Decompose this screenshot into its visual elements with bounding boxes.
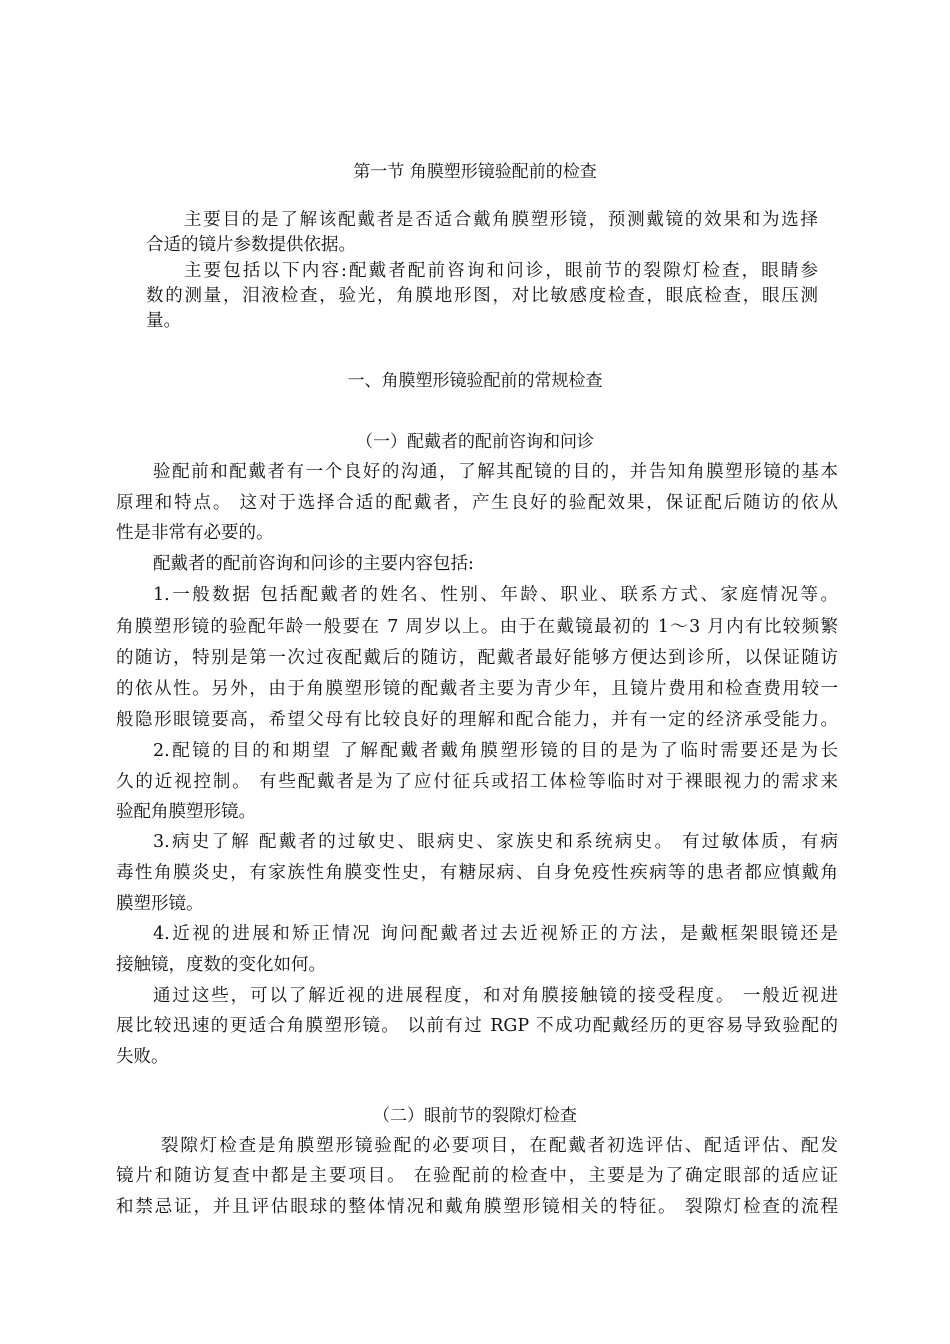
sub1-para-c-line-2: 展比较迅速的更适合角膜塑形镜。 以前有过 RGP 不成功配戴经历的更容易导致验配的 — [116, 1016, 838, 1036]
intro-p1-line-2: 合适的镜片参数提供依据。 — [146, 235, 356, 255]
sub1-para-c-line-3: 失败。 — [116, 1047, 169, 1067]
item-1-line-5: 般隐形眼镜要高，希望父母有比较良好的理解和配合能力，并有一定的经济承受能力。 — [116, 710, 838, 730]
sub1-para-c-line-1: 通过这些，可以了解近视的进展程度，和对角膜接触镜的接受程度。 一般近视进 — [153, 986, 838, 1006]
section-title: 第一节 角膜塑形镜验配前的检查 — [353, 162, 597, 182]
sub1-para-a-line-3: 性是非常有必要的。 — [116, 523, 274, 543]
sub2-para-a-line-3: 和禁忌证，并且评估眼球的整体情况和戴角膜塑形镜相关的特征。 裂隙灯检查的流程 — [116, 1197, 838, 1217]
item-2-line-2: 久的近视控制。 有些配戴者是为了应付征兵或招工体检等临时对于裸眼视力的需求来 — [116, 772, 838, 792]
sub1-para-b: 配戴者的配前咨询和问诊的主要内容包括: — [153, 554, 474, 574]
heading-1: 一、角膜塑形镜验配前的常规检查 — [347, 371, 603, 391]
sub1-para-a-line-2: 原理和特点。 这对于选择合适的配戴者，产生良好的验配效果，保证配后随访的依从 — [116, 493, 838, 513]
intro-p2-line-2: 数的测量，泪液检查，验光，角膜地形图，对比敏感度检查，眼底检查，眼压测 — [146, 286, 818, 306]
intro-p2-line-1: 主要包括以下内容:配戴者配前咨询和问诊，眼前节的裂隙灯检查，眼睛参 — [184, 261, 818, 281]
item-1-line-2: 角膜塑形镜的验配年龄一般要在 7 周岁以上。由于在戴镜最初的 1～3 月内有比较频繁 — [116, 617, 838, 637]
intro-p1-line-1: 主要目的是了解该配戴者是否适合戴角膜塑形镜，预测戴镜的效果和为选择 — [184, 210, 818, 230]
item-4-line-1: 4.近视的进展和矫正情况 询问配戴者过去近视矫正的方法，是戴框架眼镜还是 — [153, 924, 838, 944]
item-3-line-3: 膜塑形镜。 — [116, 894, 204, 914]
sub1-para-a-line-1: 验配前和配戴者有一个良好的沟通，了解其配镜的目的，并告知角膜塑形镜的基本 — [153, 462, 838, 482]
item-3-line-2: 毒性角膜炎史，有家族性角膜变性史，有糖尿病、自身免疫性疾病等的患者都应慎戴角 — [116, 863, 838, 883]
item-1-line-1: 1.一般数据 包括配戴者的姓名、性别、年龄、职业、联系方式、家庭情况等。 — [153, 585, 838, 605]
item-2-line-1: 2.配镜的目的和期望 了解配戴者戴角膜塑形镜的目的是为了临时需要还是为长 — [153, 741, 838, 761]
intro-p2-line-3: 量。 — [146, 311, 181, 331]
sub2-para-a-line-1: 裂隙灯检查是角膜塑形镜验配的必要项目，在配戴者初选评估、配适评估、配发 — [161, 1136, 838, 1156]
sub2-para-a-line-2: 镜片和随访复查中都是主要项目。 在验配前的检查中，主要是为了确定眼部的适应证 — [116, 1166, 838, 1186]
item-1-line-3: 的随访，特别是第一次过夜配戴后的随访，配戴者最好能够方便达到诊所，以保证随访 — [116, 648, 838, 668]
subheading-1: （一）配戴者的配前咨询和问诊 — [356, 432, 594, 452]
item-4-line-2: 接触镜，度数的变化如何。 — [116, 955, 326, 975]
item-1-line-4: 的依从性。另外，由于角膜塑形镜的配戴者主要为青少年，且镜片费用和检查费用较一 — [116, 679, 838, 699]
item-3-line-1: 3.病史了解 配戴者的过敏史、眼病史、家族史和系统病史。 有过敏体质，有病 — [153, 832, 838, 852]
subheading-2: （二）眼前节的裂隙灯检查 — [373, 1106, 577, 1126]
item-2-line-3: 验配角膜塑形镜。 — [116, 802, 256, 822]
